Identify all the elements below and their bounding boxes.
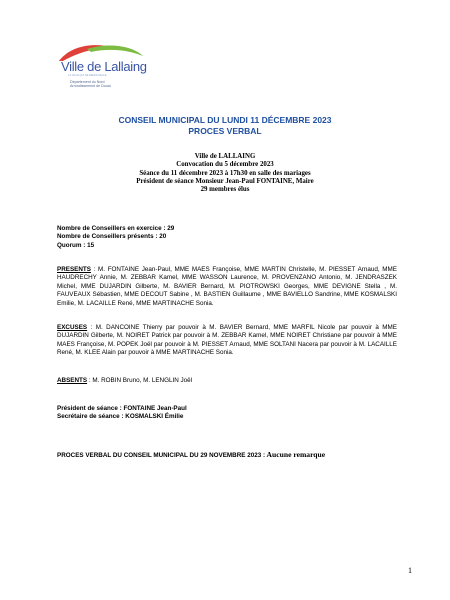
seance-president-label: Président de séance [57, 405, 118, 412]
convocation-members: 29 membres élus [200, 186, 250, 194]
convocation-president: Président de séance Monsieur Jean-Paul FONTAINE, Maire [136, 177, 314, 185]
count-present-value: : 20 [155, 233, 167, 241]
seance-president-value: : FONTAINE Jean-Paul [119, 405, 187, 412]
logo-name: Ville de Lallaing [61, 59, 147, 74]
count-quorum-value: : 15 [83, 241, 95, 249]
convocation-session: Séance du 11 décembre 2023 à 17h30 en salle des mariages [139, 169, 311, 177]
convocation-block [0, 153, 450, 194]
absents-text: : M. ROBIN Bruno, M. LENGLIN Joël [87, 377, 193, 384]
logo-subtitle [70, 80, 111, 88]
seance-officers [57, 405, 397, 422]
count-in-office-label: Nombre de Conseillers en exercice [57, 225, 162, 232]
city-logo [57, 40, 147, 100]
previous-pv-approval [57, 451, 397, 460]
pv-remark: Aucune remarque [265, 450, 326, 459]
absents-paragraph [57, 377, 397, 385]
excuses-paragraph [57, 324, 397, 358]
pv-label: PROCES VERBAL DU CONSEIL MUNICIPAL DU 29 NOVEMBRE 2023 : [57, 452, 266, 459]
seance-secretary-label: Secrétaire de séance [57, 413, 120, 421]
count-quorum [57, 242, 397, 250]
count-in-office [57, 225, 397, 233]
council-counts [57, 225, 397, 250]
convocation-city: Ville de LALLAING [194, 153, 256, 160]
count-in-office-value: : 29 [163, 225, 175, 232]
title-council-date: CONSEIL MUNICIPAL DU LUNDI 11 DÉCEMBRE 2023 [118, 115, 332, 125]
presents-paragraph [57, 266, 397, 308]
seance-secretary-value: : KOSMALSKI Émilie [121, 413, 184, 421]
title-proces-verbal: PROCES VERBAL [188, 126, 262, 136]
excuses-text: : M. DANCOINE Thierry par pouvoir à M. BAVIER Bernard, MME MARFIL Nicole par pouvoir à MME DUJARDIN Gilberte, M. NOIRET Patrick par pouvoir à M. ZEBBAR Kamel, MME NOIRET Christiane par pouvoir à MME MAES Françoise, M. POPEK Joël par pouvoir à M. PIESSET Arnaud, MME SOLTANI Nacera par pouvoir à M. LACAILLE René, M. KLEE Alain par pouvoir à MME MARTINACHE Sonia. [57, 324, 397, 357]
document-title [0, 115, 450, 137]
count-quorum-label: Quorum [57, 241, 82, 249]
convocation-date: Convocation du 5 décembre 2023 [176, 161, 274, 169]
excuses-label: EXCUSES [57, 324, 88, 331]
seance-secretary [57, 413, 397, 421]
count-present-label: Nombre de Conseillers présents [57, 233, 154, 241]
presents-label: PRESENTS [57, 266, 91, 273]
count-present [57, 233, 397, 241]
logo-tagline: LA VILLE QUI SE RENOUVELLE [68, 74, 107, 77]
absents-label: ABSENTS [57, 377, 88, 384]
logo-department: Département du Nord [70, 80, 105, 84]
presents-text: : M. FONTAINE Jean-Paul, MME MAES Françoise, MME MARTIN Christelle, M. PIESSET Arnaud, MME HAUDRECHY Annie, M. ZEBBAR Kamel, MME WASSON Laurence, M. PROVENZANO Antonio, M. JENDRASZEK Michel, MME DUJARDIN Gilberte, M. BAVIER Bernard, M. PIOTROWSKI Georges, MME DEVIGNE Stella , M. FAUVEAUX Sébastien, MME DECOUT Sabine , M. BASTIEN Guillaume , MME BAVIELLO Sandrine, MME KOSMALSKI Emilie, M. LACAILLE René, MME MARTINACHE Sonia. [57, 266, 397, 307]
logo-arrondissement: Arrondissement de Douai [70, 84, 111, 89]
page-number: 1 [408, 566, 412, 575]
